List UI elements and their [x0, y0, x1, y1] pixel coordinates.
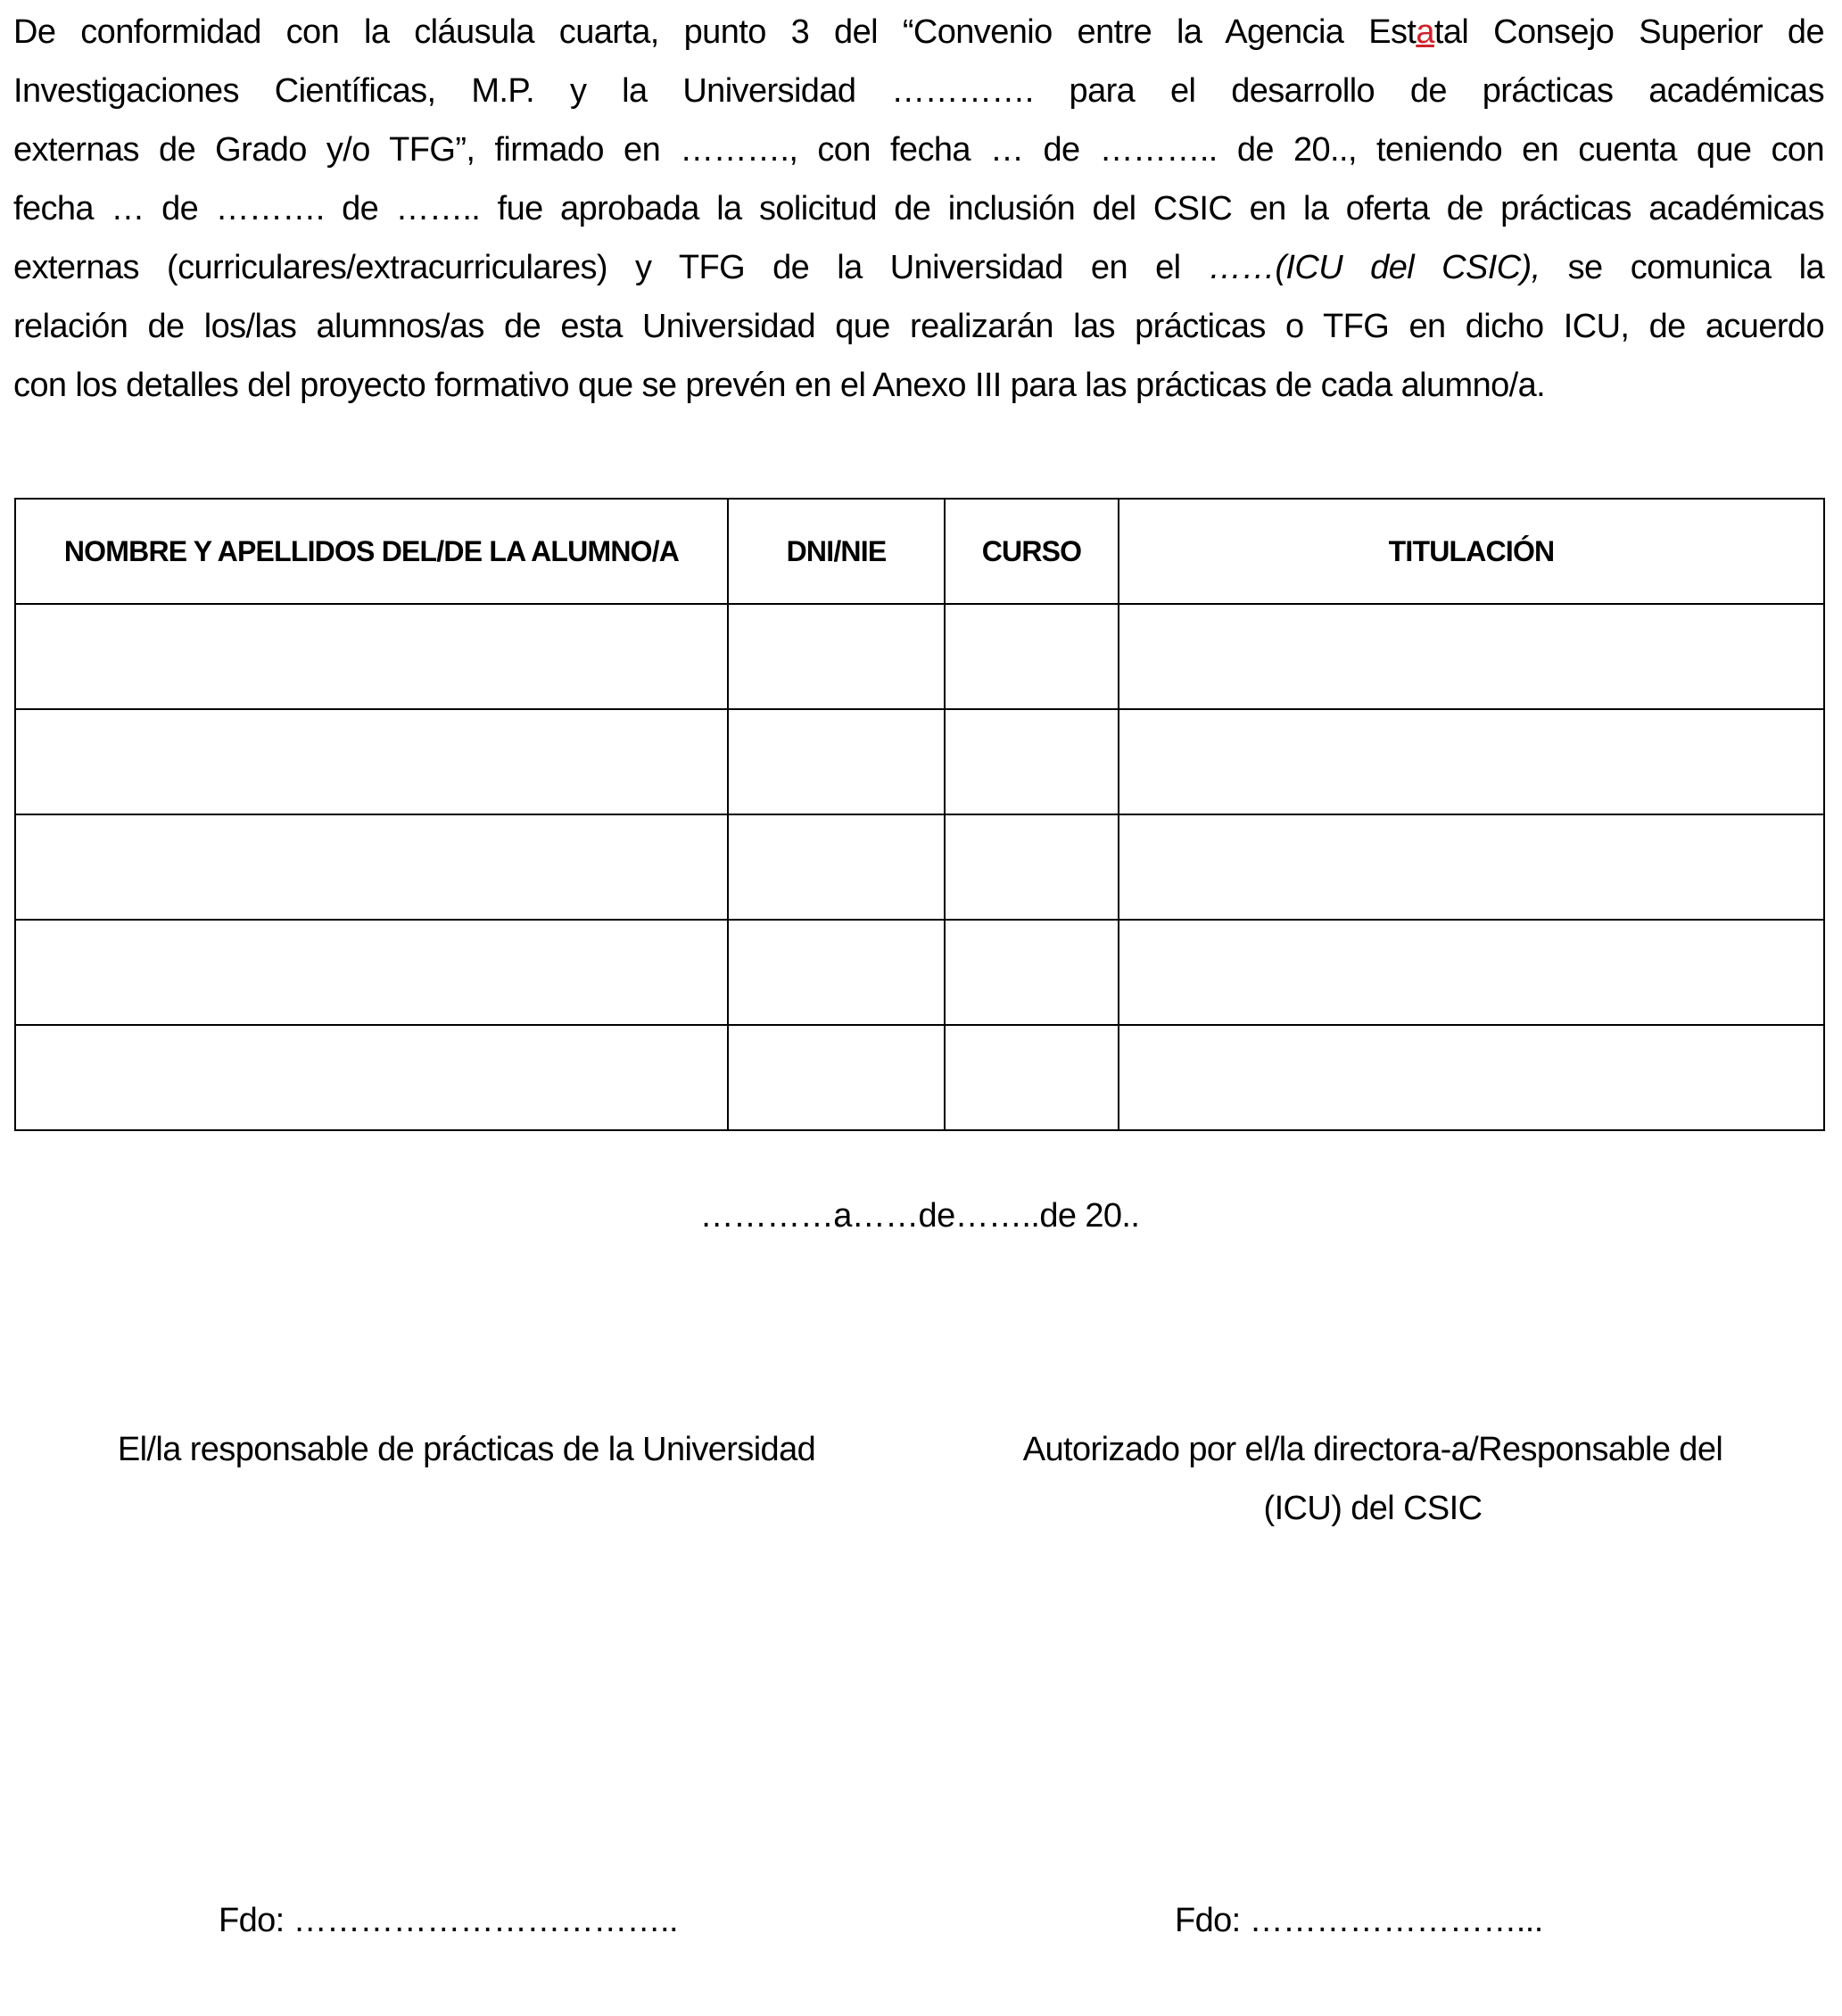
table-cell[interactable]	[1119, 709, 1824, 814]
text: De conformidad con la cláusula cuarta, punto 3 del “Convenio entre la Agencia Est	[13, 13, 1417, 51]
table-cell[interactable]	[945, 920, 1119, 1025]
left-signature-label: El/la responsable de prácticas de la Universidad	[117, 1431, 816, 1468]
table-cell[interactable]	[945, 604, 1119, 709]
paragraph-line: relación de los/las alumnos/as de esta Universidad que realizarán las prácticas o TFG en dicho ICU, de acuerdo	[13, 308, 1824, 345]
table-cell[interactable]	[945, 1025, 1119, 1130]
header-curso: CURSO	[945, 499, 1119, 604]
paragraph-line: Investigaciones Científicas, M.P. y la Universidad …………. para el desarrollo de prácticas académicas	[13, 72, 1824, 110]
paragraph-line: con los detalles del proyecto formativo que se prevén en el Anexo III para las prácticas de cada alumno/a.	[13, 367, 1546, 404]
text: se comunica la	[1540, 249, 1824, 286]
intro-paragraph	[13, 7, 1824, 419]
table-cell[interactable]	[15, 920, 728, 1025]
table-row	[15, 814, 1824, 920]
table-cell[interactable]	[728, 814, 945, 920]
table-cell[interactable]	[945, 709, 1119, 814]
table-row	[15, 920, 1824, 1025]
paragraph-line: externas de Grado y/o TFG”, firmado en ………., con fecha … de ……….. de 20.., teniendo en cuenta que con	[13, 131, 1824, 169]
text: externas (curriculares/extracurriculares) y TFG de la Universidad en el	[13, 249, 1209, 286]
table-cell[interactable]	[728, 1025, 945, 1130]
table-cell[interactable]	[15, 1025, 728, 1130]
paragraph-line: fecha … de ………. de …….. fue aprobada la solicitud de inclusión del CSIC en la oferta de prácticas académicas	[13, 190, 1824, 227]
table-cell[interactable]	[728, 920, 945, 1025]
spellcheck-marked-letter: a	[1416, 13, 1434, 51]
table-cell[interactable]	[15, 709, 728, 814]
table-row	[15, 604, 1824, 709]
table-header-row	[15, 499, 1824, 604]
table-cell[interactable]	[15, 604, 728, 709]
header-dni: DNI/NIE	[728, 499, 945, 604]
text: tal Consejo Superior de	[1433, 13, 1824, 51]
right-signature-line: Fdo: ……………………...	[1175, 1902, 1543, 1939]
table-cell[interactable]	[945, 814, 1119, 920]
header-name: NOMBRE Y APELLIDOS DEL/DE LA ALUMNO/A	[15, 499, 728, 604]
table-cell[interactable]	[1119, 604, 1824, 709]
table-cell[interactable]	[15, 814, 728, 920]
table-row	[15, 709, 1824, 814]
header-titulacion: TITULACIÓN	[1119, 499, 1824, 604]
paragraph-line	[13, 243, 1824, 302]
table-row	[15, 1025, 1824, 1130]
table-cell[interactable]	[728, 604, 945, 709]
table-cell[interactable]	[728, 709, 945, 814]
left-signature-line: Fdo: ……………………………..	[219, 1902, 678, 1939]
table-cell[interactable]	[1119, 1025, 1824, 1130]
paragraph-line	[13, 7, 1824, 66]
right-signature-label: Autorizado por el/la directora-a/Responsable del	[1022, 1431, 1723, 1468]
table-cell[interactable]	[1119, 920, 1824, 1025]
right-signature-label-2: (ICU) del CSIC	[1263, 1490, 1483, 1527]
table-cell[interactable]	[1119, 814, 1824, 920]
students-table	[14, 498, 1825, 1131]
icu-placeholder: ……(ICU del CSIC),	[1208, 249, 1541, 286]
date-line: …………a……de……..de 20..	[699, 1197, 1140, 1235]
